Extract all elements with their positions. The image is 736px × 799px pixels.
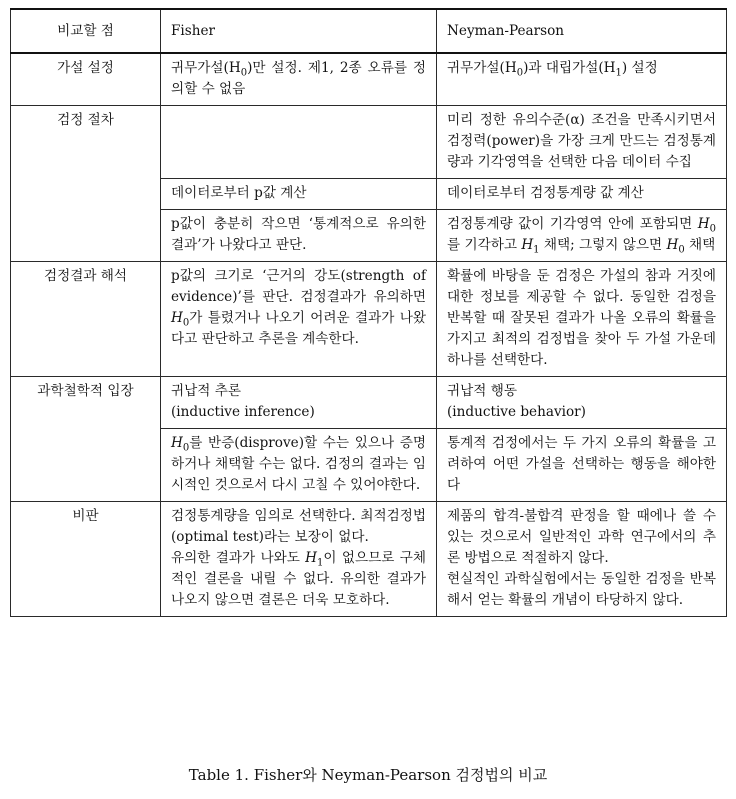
text: 귀납적 행동 [447, 383, 517, 399]
label-criticism: 비판 [11, 502, 161, 617]
label-hypothesis: 가설 설정 [11, 53, 161, 106]
text: 를 기각하고 [447, 237, 522, 253]
fisher-criticism [161, 502, 437, 617]
math-h: H [666, 237, 679, 253]
row-hypothesis [11, 53, 727, 106]
row-philosophy-1 [11, 377, 727, 429]
text: 이 없으므로 구체적인 결론을 내릴 수 없다. 유의한 결과가 나오지 않으면 결론은 더욱 모호하다. [171, 550, 426, 608]
np-philosophy-2: 통계적 검정에서는 두 가지 오류의 확률을 고려하여 어떤 가설을 선택하는 행동을 해야한다 [437, 429, 727, 502]
text: 현실적인 과학실험에서는 동일한 검정을 반복해서 얻는 확률의 개념이 타당하지 않다. [447, 571, 716, 608]
np-interpretation: 확률에 바탕을 둔 검정은 가설의 참과 거짓에 대한 정보를 제공할 수 없다. 동일한 검정을 반복할 때 잘못된 결과가 나올 오류의 확률을 가지고 최적의 검정법을 찾아 두 가설 가운데 하나를 선택한다. [437, 262, 727, 377]
math-h: H [305, 550, 318, 566]
subscript: 0 [182, 317, 190, 329]
label-interpretation: 검정결과 해석 [11, 262, 161, 377]
text: 귀무가설(H [447, 60, 517, 76]
fisher-procedure-2: 데이터로부터 p값 계산 [161, 179, 437, 210]
text: 유의한 결과가 나와도 [171, 550, 306, 566]
text: 제품의 합격-불합격 판정을 할 때에나 쓸 수 있는 것으로서 일반적인 과학 연구에서의 추론 방법으로 적절하지 않다. [447, 508, 716, 566]
text: 검정통계량 값이 기각영역 안에 포함되면 [447, 216, 698, 232]
label-procedure: 검정 절차 [11, 106, 161, 262]
label-philosophy: 과학철학적 입장 [11, 377, 161, 502]
np-procedure-2: 데이터로부터 검정통계량 값 계산 [437, 179, 727, 210]
text: 채택 [684, 237, 716, 253]
subscript: 1 [533, 244, 540, 256]
header-row [11, 9, 727, 53]
table-caption: Table 1. Fisher와 Neyman-Pearson 검정법의 비교 [188, 766, 548, 784]
np-criticism [437, 502, 727, 617]
math-h: H [171, 310, 183, 326]
row-procedure-1 [11, 106, 727, 179]
text: 귀납적 추론 [171, 383, 241, 399]
fisher-philosophy-2 [161, 429, 437, 502]
subscript: 0 [240, 67, 248, 79]
fisher-hypothesis [161, 53, 437, 106]
subscript: 0 [678, 244, 685, 256]
header-neyman-pearson: Neyman-Pearson [437, 9, 727, 53]
header-fisher: Fisher [161, 9, 437, 53]
text: p값의 크기로 ‘근거의 강도(strength of evidence)’를 판단. 검정결과가 유의하면 [171, 268, 426, 305]
math-h: H [697, 216, 710, 232]
np-procedure-3 [437, 210, 727, 262]
np-hypothesis [437, 53, 727, 106]
header-criteria: 비교할 점 [11, 9, 161, 53]
subscript: 0 [709, 223, 716, 235]
text: ) 설정 [621, 60, 658, 76]
text: 채택; 그렇지 않으면 [539, 237, 667, 253]
subscript: 1 [317, 557, 324, 569]
fisher-procedure-3: p값이 충분히 작으면 ‘통계적으로 유의한 결과’가 나왔다고 판단. [161, 210, 437, 262]
text: )과 대립가설(H [523, 60, 616, 76]
text: (inductive inference) [171, 404, 315, 420]
subscript: 1 [615, 67, 622, 79]
text: 를 반증(disprove)할 수는 있으나 증명하거나 채택할 수는 없다. 검정의 결과는 임시적인 것으로서 다시 고칠 수 있어야한다. [171, 435, 426, 493]
text: )만 설정. 제1, 2종 오류를 정의할 수 없음 [171, 60, 426, 97]
text: 검정통계량을 임의로 선택한다. 최적검정법(optimal test)라는 보장이 없다. [171, 508, 426, 545]
np-philosophy-1 [437, 377, 727, 429]
subscript: 0 [182, 442, 190, 454]
text: (inductive behavior) [447, 404, 586, 420]
math-h: H [521, 237, 534, 253]
math-h: H [171, 435, 183, 451]
subscript: 0 [516, 67, 524, 79]
row-criticism [11, 502, 727, 617]
fisher-interpretation [161, 262, 437, 377]
fisher-philosophy-1 [161, 377, 437, 429]
fisher-procedure-1 [161, 106, 437, 179]
text-group [171, 548, 426, 611]
np-procedure-1: 미리 정한 유의수준(α) 조건을 만족시키면서 검정력(power)을 가장 크게 만드는 검정통계량과 기각영역을 선택한 다음 데이터 수집 [437, 106, 727, 179]
text: 귀무가설(H [171, 60, 241, 76]
row-interpretation [11, 262, 727, 377]
comparison-table [10, 8, 727, 617]
text: 가 틀렸거나 나오기 어려운 결과가 나왔다고 판단하고 추론을 계속한다. [171, 310, 426, 347]
